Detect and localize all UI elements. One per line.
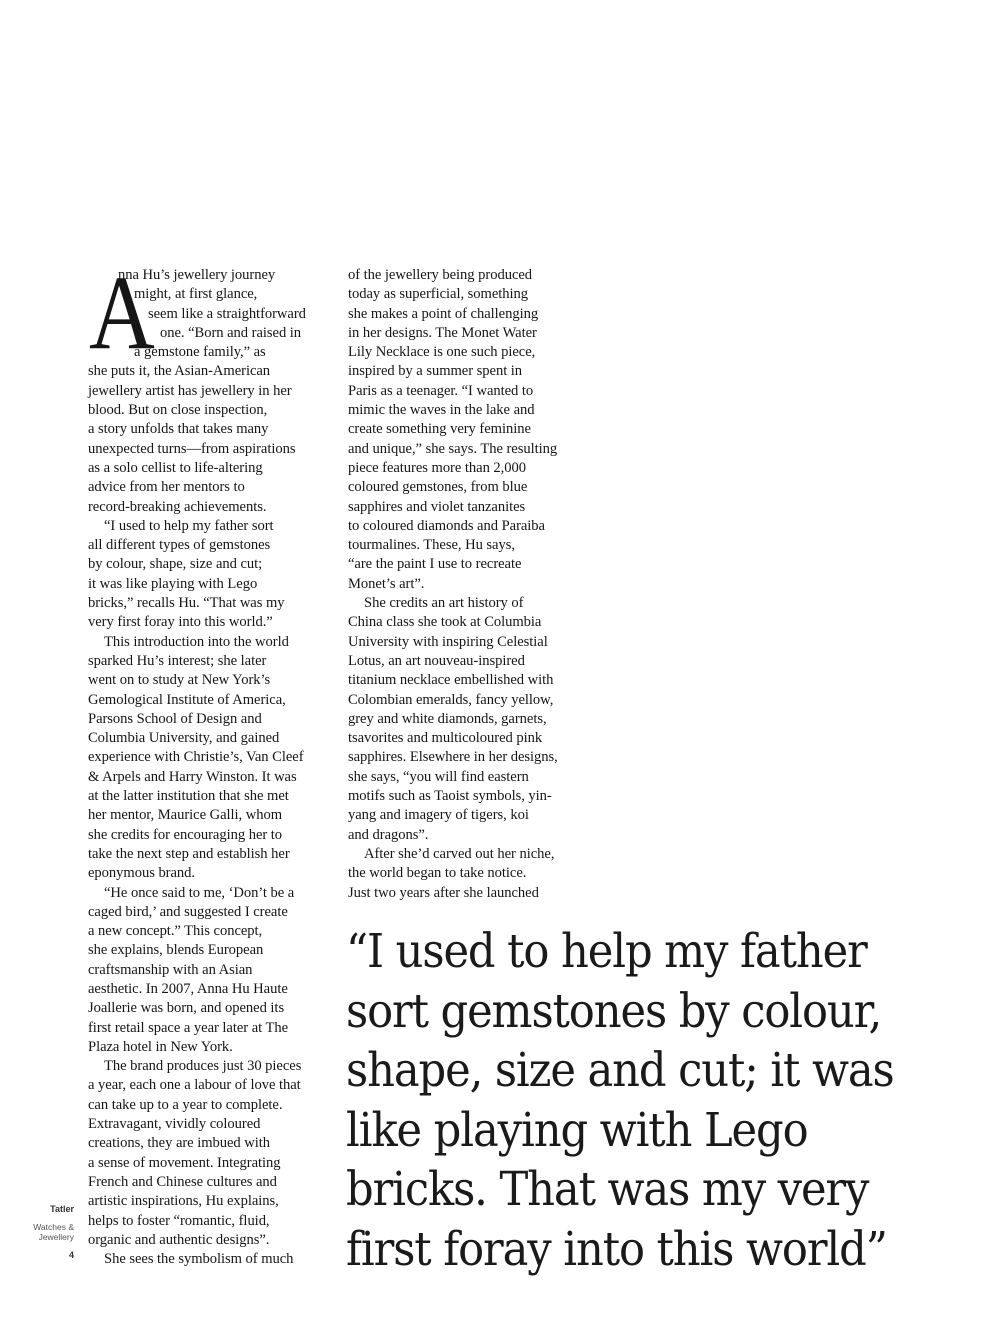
magazine-name: Tatler xyxy=(50,1204,74,1214)
body-text xyxy=(88,362,328,1269)
text-line: French and Chinese cultures and xyxy=(88,1173,277,1190)
text-line: advice from her mentors to xyxy=(88,479,245,496)
text-line: it was like playing with Lego xyxy=(88,575,258,592)
text-line: piece features more than 2,000 xyxy=(348,459,527,476)
text-line: at the latter institution that she met xyxy=(88,788,289,805)
opening-paragraph xyxy=(88,254,328,371)
text-line: and dragons”. xyxy=(348,826,429,843)
text-line: helps to foster “romantic, fluid, xyxy=(88,1212,270,1229)
section-name xyxy=(0,1222,74,1242)
text-line: “I used to help my father sort xyxy=(104,517,274,534)
text-line: she credits for encouraging her to xyxy=(88,826,283,843)
text-line: creations, they are imbued with xyxy=(88,1135,271,1152)
text-line: very first foray into this world.” xyxy=(88,614,273,631)
pull-quote-line: like playing with Lego xyxy=(346,1102,808,1158)
text-line: sapphires. Elsewhere in her designs, xyxy=(348,749,558,766)
article-column-middle xyxy=(348,266,583,903)
pull-quote-line: “I used to help my father xyxy=(346,924,867,979)
text-line: experience with Christie’s, Van Cleef xyxy=(88,749,304,766)
text-line: craftsmanship with an Asian xyxy=(88,961,253,978)
text-line: record-breaking achievements. xyxy=(88,498,267,515)
text-line: Colombian emeralds, fancy yellow, xyxy=(348,691,554,708)
text-line: Gemological Institute of America, xyxy=(88,691,286,708)
text-line: unexpected turns—from aspirations xyxy=(88,440,296,457)
text-line: nna Hu’s jewellery journey xyxy=(118,267,276,283)
pull-quote-line: sort gemstones by colour, xyxy=(346,983,882,1039)
text-line: as a solo cellist to life-altering xyxy=(88,459,263,476)
text-line: Extravagant, vividly coloured xyxy=(88,1116,261,1133)
text-line: Monet’s art”. xyxy=(348,575,425,592)
text-line: all different types of gemstones xyxy=(88,537,271,554)
text-line: blood. But on close inspection, xyxy=(88,402,268,419)
text-line: & Arpels and Harry Winston. It was xyxy=(88,768,297,785)
text-line: eponymous brand. xyxy=(88,865,196,882)
text-line: can take up to a year to complete. xyxy=(88,1096,283,1113)
text-line: she says, “you will find eastern xyxy=(348,768,529,785)
pull-quote xyxy=(346,922,986,1279)
text-line: University with inspiring Celestial xyxy=(348,633,548,650)
text-line: jewellery artist has jewellery in her xyxy=(88,382,292,399)
pull-quote-line: first foray into this world” xyxy=(346,1221,887,1277)
pull-quote-line: shape, size and cut; it was xyxy=(346,1043,894,1098)
pull-quote-line: bricks. That was my very xyxy=(346,1162,869,1217)
text-line: sapphires and violet tanzanites xyxy=(348,498,526,515)
text-line: a new concept.” This concept, xyxy=(88,923,263,940)
text-line: motifs such as Taoist symbols, yin- xyxy=(348,788,552,805)
text-line: she makes a point of challenging xyxy=(348,305,539,322)
page-number: 4 xyxy=(68,1250,74,1260)
text-line: Lotus, an art nouveau-inspired xyxy=(348,652,525,669)
text-line: tourmalines. These, Hu says, xyxy=(348,537,515,554)
text-line: mimic the waves in the lake and xyxy=(348,402,535,419)
text-line: She credits an art history of xyxy=(364,595,524,612)
text-line: caged bird,’ and suggested I create xyxy=(88,903,288,920)
text-line: her mentor, Maurice Galli, whom xyxy=(88,807,283,824)
text-line: organic and authentic designs”. xyxy=(88,1231,270,1248)
text-line: sparked Hu’s interest; she later xyxy=(88,652,267,669)
text-line: China class she took at Columbia xyxy=(348,614,542,631)
text-line: a sense of movement. Integrating xyxy=(88,1154,281,1171)
article-column-left xyxy=(88,254,328,1269)
text-line: This introduction into the world xyxy=(104,633,289,650)
text-line: “are the paint I use to recreate xyxy=(348,556,522,573)
text-line: the world began to take notice. xyxy=(348,865,527,882)
text-line: inspired by a summer spent in xyxy=(348,363,523,380)
text-line: The brand produces just 30 pieces xyxy=(104,1058,302,1075)
text-line: titanium necklace embellished with xyxy=(348,672,554,689)
text-line: she explains, blends European xyxy=(88,942,264,959)
body-text xyxy=(348,266,583,903)
text-line: of the jewellery being produced xyxy=(348,267,533,283)
drop-cap: A xyxy=(89,254,155,371)
text-line: in her designs. The Monet Water xyxy=(348,324,537,341)
text-line: take the next step and establish her xyxy=(88,845,290,862)
text-line: tsavorites and multicoloured pink xyxy=(348,730,543,747)
text-line: Parsons School of Design and xyxy=(88,710,262,727)
text-line: first retail space a year later at The xyxy=(88,1019,289,1036)
text-line: After she’d carved out her niche, xyxy=(364,845,555,862)
text-line: bricks,” recalls Hu. “That was my xyxy=(88,595,285,612)
text-line: she puts it, the Asian-American xyxy=(88,363,271,380)
section-name-line: Jewellery xyxy=(38,1232,74,1242)
text-line: Joallerie was born, and opened its xyxy=(88,1000,285,1017)
text-line: aesthetic. In 2007, Anna Hu Haute xyxy=(88,980,288,997)
text-line: Plaza hotel in New York. xyxy=(88,1038,233,1055)
text-line: Just two years after she launched xyxy=(348,884,539,901)
text-line: “He once said to me, ‘Don’t be a xyxy=(104,884,295,901)
text-line: yang and imagery of tigers, koi xyxy=(348,807,529,824)
text-line: a story unfolds that takes many xyxy=(88,421,269,438)
text-line: Columbia University, and gained xyxy=(88,730,280,747)
text-line: a year, each one a labour of love that xyxy=(88,1077,301,1094)
text-line: She sees the symbolism of much xyxy=(104,1251,294,1268)
text-line: and unique,” she says. The resulting xyxy=(348,440,558,457)
text-line: Lily Necklace is one such piece, xyxy=(348,344,536,361)
section-name-line: Watches & xyxy=(33,1222,74,1232)
text-line: today as superficial, something xyxy=(348,286,529,303)
text-line: by colour, shape, size and cut; xyxy=(88,556,263,573)
text-line: to coloured diamonds and Paraiba xyxy=(348,517,545,534)
text-line: might, at first glance, xyxy=(134,286,258,303)
text-line: went on to study at New York’s xyxy=(88,672,271,689)
text-line: one. “Born and raised in xyxy=(160,324,302,341)
text-line: a gemstone family,” as xyxy=(134,344,266,361)
text-line: create something very feminine xyxy=(348,421,531,438)
text-line: Paris as a teenager. “I wanted to xyxy=(348,382,534,399)
text-line: seem like a straightforward xyxy=(148,305,306,322)
text-line: coloured gemstones, from blue xyxy=(348,479,528,496)
text-line: grey and white diamonds, garnets, xyxy=(348,710,547,727)
text-line: artistic inspirations, Hu explains, xyxy=(88,1193,279,1210)
